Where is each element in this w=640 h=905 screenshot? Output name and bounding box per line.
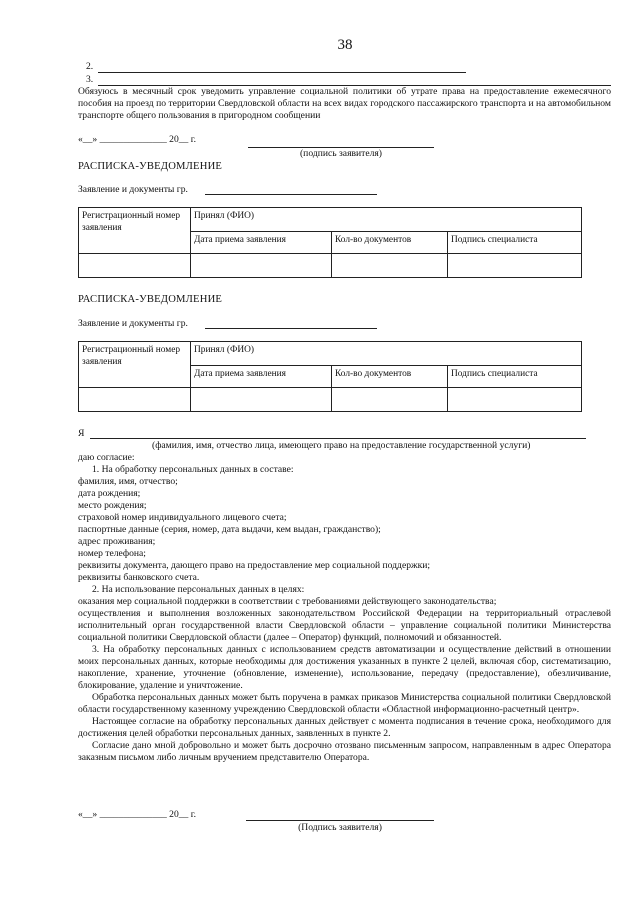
consent-p1-item: реквизиты банковского счета. <box>78 571 200 583</box>
consent-p2-b: осуществления и выполнения возложенных законодательством Российской Федерации на территориальный отраслевой исполнительный орган государственной власти Свердловской области – управление социальной политики Министерства социальной политики Свердловской области (далее – Оператор) функций, полномочий и обязанностей. <box>78 607 611 643</box>
signature-caption-2: (Подпись заявителя) <box>298 822 382 833</box>
consent-p1-item: дата рождения; <box>78 487 141 499</box>
receipt-2-date-cell <box>191 388 332 412</box>
consent-intro: даю согласие: <box>78 452 135 463</box>
item-3-number: 3. <box>86 74 94 85</box>
consent-name-line <box>90 438 586 439</box>
receipt-1-count-header: Кол-во документов <box>332 232 448 254</box>
consent-p1-item: страховой номер индивидуального лицевого счета; <box>78 511 287 523</box>
obligation-text: Обязуюсь в месячный срок уведомить управление социальной политики об утрате права на предоставление ежемесячного пособия на проезд по территории Свердловской области на всех видах городского пассажирского транспорта и на автомобильном транспорте общего пользования в пригородном сообщении <box>78 86 611 121</box>
signature-caption-1: (подпись заявителя) <box>299 148 382 159</box>
signature-line-2 <box>246 820 434 821</box>
consent-p2-a: оказания мер социальной поддержки в соответствии с требованиями действующего законодательства; <box>78 595 497 607</box>
consent-p1-item: фамилия, имя, отчество; <box>78 475 178 487</box>
receipt-2-accepted-header: Принял (ФИО) <box>191 342 582 366</box>
receipt-2-date-header: Дата приема заявления <box>191 366 332 388</box>
receipt-2-table <box>78 341 582 412</box>
receipt-1-count-cell <box>332 254 448 278</box>
receipt-2-sign-cell <box>448 388 582 412</box>
receipt-1-accepted-header: Принял (ФИО) <box>191 208 582 232</box>
consent-p3: 3. На обработку персональных данных с использованием средств автоматизации и осуществление действий в отношении моих персональных данных, которые необходимы для достижения указанных в пункте 2 целей, включая сбор, систематизацию, накопление, хранение, уточнение (обновление, изменение), использование, передачу (предоставление), обезличивание, блокирование, удаление и уничтожение. <box>78 643 611 691</box>
receipt-1-docs-label: Заявление и документы гр. <box>78 184 188 195</box>
consent-body <box>78 452 611 764</box>
page-number: 38 <box>337 37 353 53</box>
consent-p1-item: реквизиты документа, дающего право на предоставление мер социальной поддержки; <box>78 559 431 571</box>
consent-p6: Согласие дано мной добровольно и может быть досрочно отозвано письменным запросом, направленным в адрес Оператора заказным письмом либо личным вручением представителю Оператора. <box>78 739 611 763</box>
consent-p1-item: номер телефона; <box>78 547 146 559</box>
item-2-number: 2. <box>86 61 94 72</box>
receipt-1-name-line <box>205 194 377 195</box>
receipt-2-count-header: Кол-во документов <box>332 366 448 388</box>
item-2-line <box>98 72 466 73</box>
consent-i: Я <box>78 428 85 439</box>
consent-p2-title: 2. На использование персональных данных в целях: <box>92 583 305 595</box>
receipt-2-sign-header: Подпись специалиста <box>448 366 582 388</box>
receipt-2-count-cell <box>332 388 448 412</box>
consent-p1-item: адрес проживания; <box>78 535 156 547</box>
consent-name-caption: (фамилия, имя, отчество лица, имеющего право на предоставление государственной услуги) <box>152 440 531 451</box>
consent-p5: Настоящее согласие на обработку персональных данных действует с момента подписания в течение срока, необходимого для достижения целей обработки персональных данных, заявленных в пункте 2. <box>78 715 611 739</box>
receipt-1-reg-cell <box>79 254 191 278</box>
signature-date-2: «__» ______________ 20__ г. <box>78 809 196 820</box>
receipt-1-date-header: Дата приема заявления <box>191 232 332 254</box>
receipt-1-date-cell <box>191 254 332 278</box>
consent-p4: Обработка персональных данных может быть поручена в рамках приказов Министерства социальной политики Свердловской области государственному казенному учреждению Свердловской области «Областной информационно-расчетный центр». <box>78 691 611 715</box>
receipt-2-name-line <box>205 328 377 329</box>
consent-p1-title: 1. На обработку персональных данных в составе: <box>92 463 294 475</box>
receipt-1-sign-header: Подпись специалиста <box>448 232 582 254</box>
consent-p1-item: место рождения; <box>78 499 147 511</box>
receipt-1-title: РАСПИСКА-УВЕДОМЛЕНИЕ <box>78 161 223 172</box>
receipt-1-table <box>78 207 582 278</box>
receipt-1-reg-header: Регистрационный номер заявления <box>79 208 191 254</box>
receipt-2-reg-header: Регистрационный номер заявления <box>79 342 191 388</box>
receipt-2-docs-label: Заявление и документы гр. <box>78 318 188 329</box>
consent-p1-item: паспортные данные (серия, номер, дата выдачи, кем выдан, гражданство); <box>78 523 381 535</box>
receipt-2-reg-cell <box>79 388 191 412</box>
signature-date-1: «__» ______________ 20__ г. <box>78 134 196 145</box>
receipt-2-title: РАСПИСКА-УВЕДОМЛЕНИЕ <box>78 294 223 305</box>
receipt-1-sign-cell <box>448 254 582 278</box>
